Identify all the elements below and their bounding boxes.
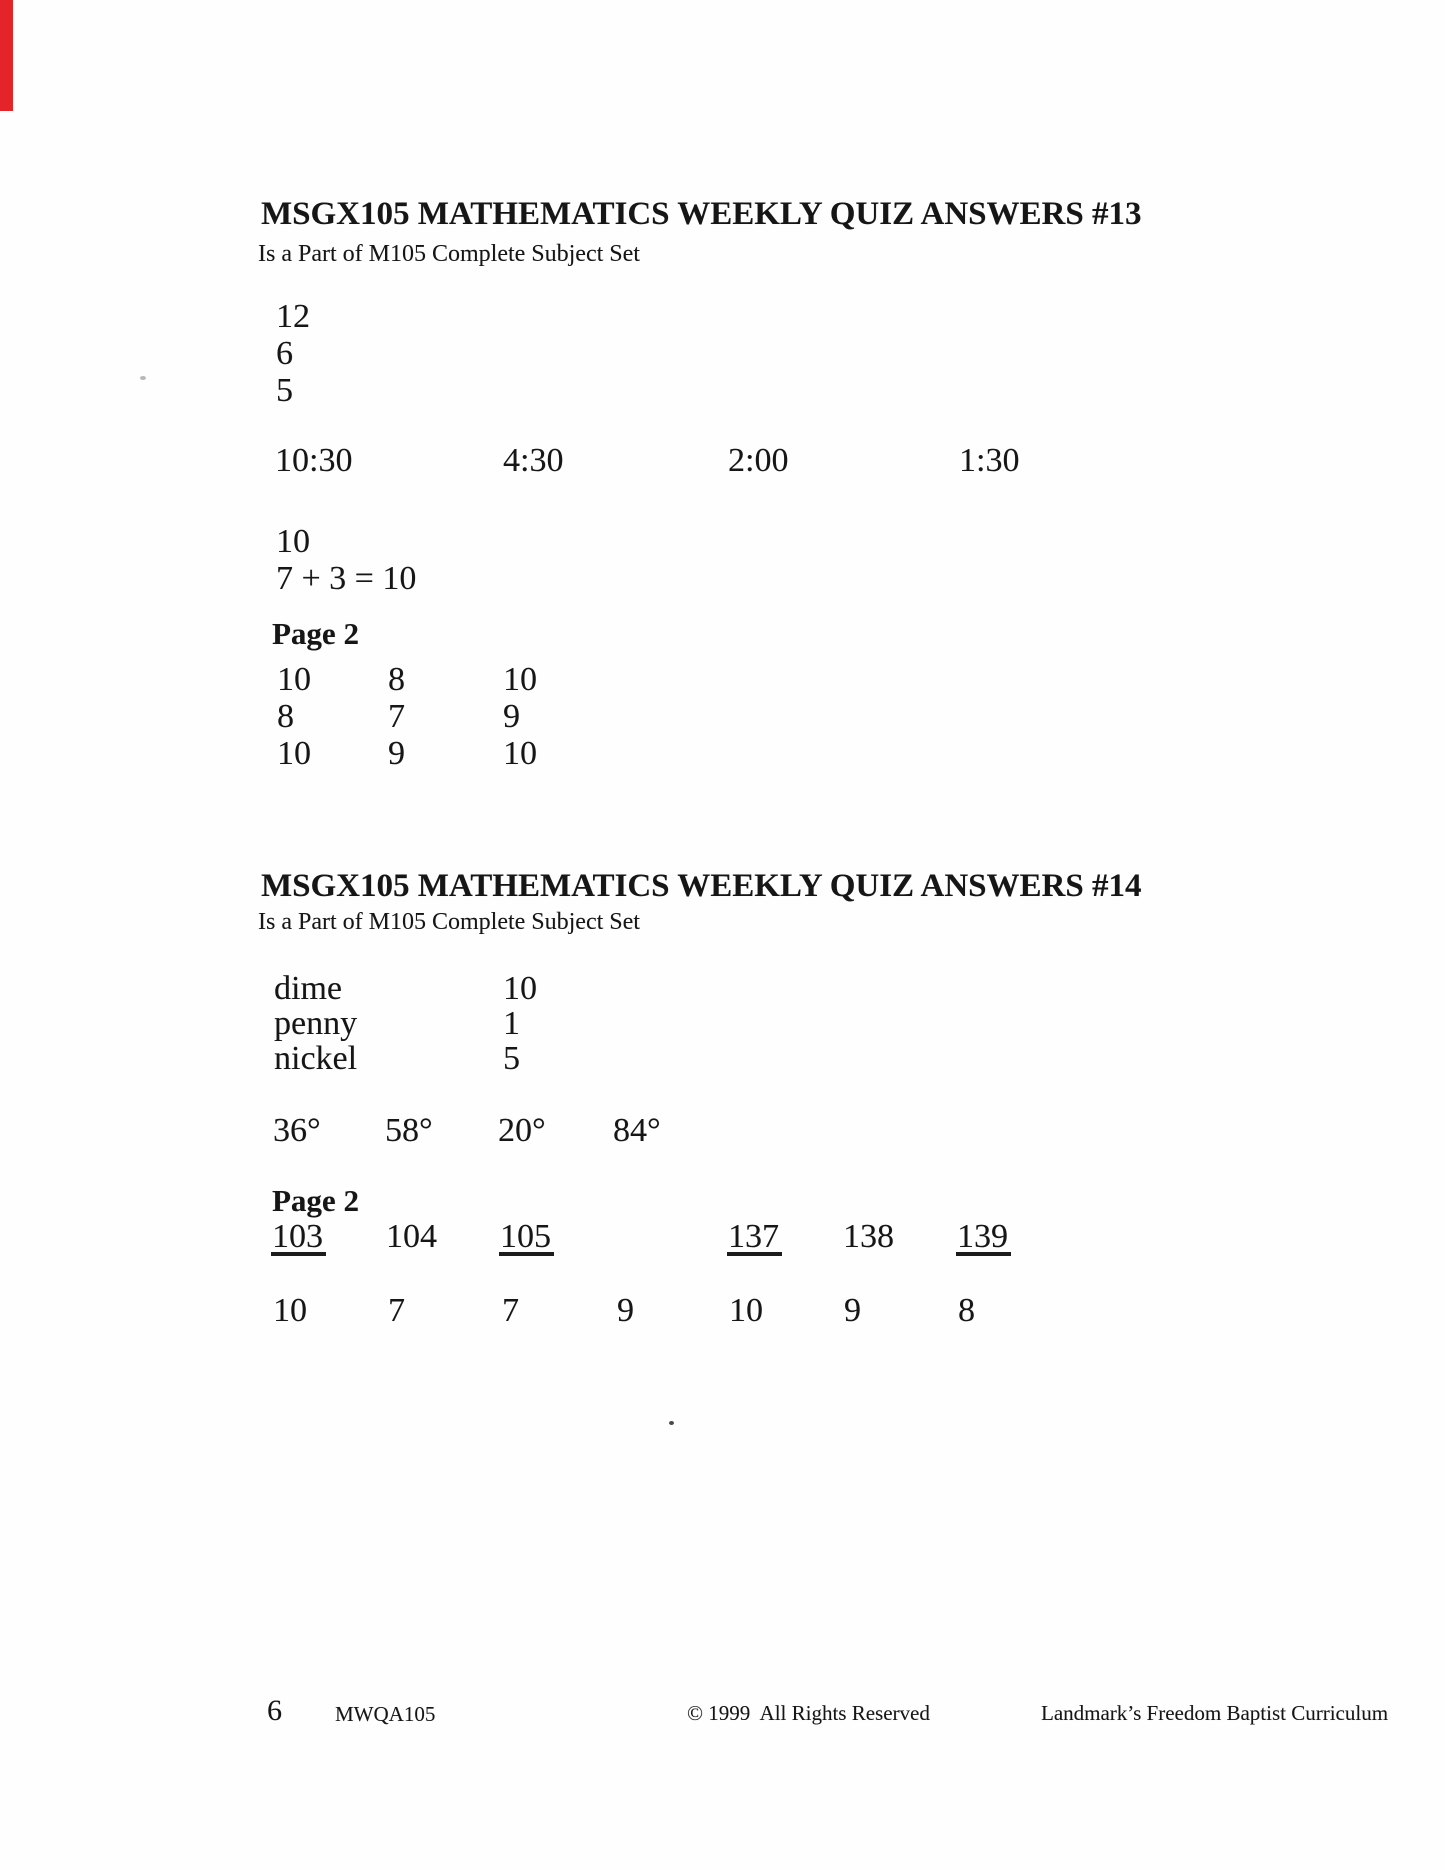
- coin-value: 10: [503, 970, 537, 1007]
- red-edge-artifact: [0, 0, 13, 111]
- grid-cell: 10: [277, 735, 311, 772]
- time-answer: 1:30: [959, 442, 1020, 479]
- grid-cell: 8: [388, 661, 405, 698]
- number-answer: 138: [843, 1218, 894, 1255]
- quiz14-page2-heading: Page 2: [272, 1183, 359, 1218]
- footer-page-number: 6: [267, 1694, 282, 1727]
- answer-line: 5: [276, 372, 293, 409]
- degree-answer: 36°: [273, 1112, 321, 1149]
- coin-value: 5: [503, 1040, 520, 1077]
- quiz14-degrees-row: [0, 1112, 1445, 1152]
- grid-cell: 10: [503, 661, 537, 698]
- quiz13-title: MSGX105 MATHEMATICS WEEKLY QUIZ ANSWERS #13: [261, 196, 1142, 232]
- grid-cell: 10: [503, 735, 537, 772]
- quiz14-answers-row: [0, 1292, 1445, 1332]
- coin-row: [0, 1006, 1445, 1046]
- quiz13-grid-row: [0, 661, 1445, 701]
- answer-line: 7 + 3 = 10: [276, 560, 417, 597]
- number-answer-underlined: 137: [727, 1218, 782, 1256]
- quiz13-answer-block-1: [276, 298, 310, 409]
- answer-cell: 8: [958, 1292, 975, 1329]
- grid-cell: 9: [388, 735, 405, 772]
- grid-cell: 10: [277, 661, 311, 698]
- scan-speck: [669, 1421, 674, 1425]
- degree-answer: 84°: [613, 1112, 661, 1149]
- number-answer-underlined: 105: [499, 1218, 554, 1256]
- quiz13-subtitle: Is a Part of M105 Complete Subject Set: [258, 241, 640, 267]
- page-footer: [0, 1694, 1445, 1739]
- coin-row: [0, 971, 1445, 1011]
- scan-speck: [140, 376, 146, 380]
- answer-cell: 9: [844, 1292, 861, 1329]
- quiz14-title: MSGX105 MATHEMATICS WEEKLY QUIZ ANSWERS #14: [261, 868, 1142, 904]
- coin-name: dime: [274, 970, 342, 1007]
- answer-line: 10: [276, 523, 310, 560]
- answer-cell: 10: [273, 1292, 307, 1329]
- quiz14-subtitle: Is a Part of M105 Complete Subject Set: [258, 909, 640, 935]
- coin-name: nickel: [274, 1040, 358, 1077]
- time-answer: 10:30: [275, 442, 353, 479]
- quiz13-grid-row: [0, 698, 1445, 738]
- quiz13-answer-block-2: [276, 523, 416, 597]
- quiz13-grid-row: [0, 735, 1445, 775]
- grid-cell: 8: [277, 698, 294, 735]
- number-answer-underlined: 103: [271, 1218, 326, 1256]
- answer-cell: 10: [729, 1292, 763, 1329]
- footer-publisher: Landmark’s Freedom Baptist Curriculum: [1041, 1701, 1389, 1725]
- coin-name: penny: [274, 1005, 358, 1042]
- coin-row: [0, 1041, 1445, 1081]
- degree-answer: 20°: [498, 1112, 546, 1149]
- footer-doc-code: MWQA105: [335, 1702, 436, 1726]
- number-answer: 104: [386, 1218, 437, 1255]
- grid-cell: 7: [388, 698, 405, 735]
- quiz13-page2-heading: Page 2: [272, 616, 359, 651]
- answer-line: 12: [276, 298, 310, 335]
- answer-cell: 9: [617, 1292, 634, 1329]
- answer-line: 6: [276, 335, 293, 372]
- footer-copyright: © 1999 All Rights Reserved: [687, 1701, 930, 1725]
- time-answer: 4:30: [503, 442, 564, 479]
- coin-value: 1: [503, 1005, 520, 1042]
- degree-answer: 58°: [385, 1112, 433, 1149]
- time-answer: 2:00: [728, 442, 789, 479]
- grid-cell: 9: [503, 698, 520, 735]
- answer-cell: 7: [388, 1292, 405, 1329]
- quiz14-numbers-row: [0, 1218, 1445, 1258]
- quiz13-times-row: [0, 442, 1445, 482]
- number-answer-underlined: 139: [956, 1218, 1011, 1256]
- answer-cell: 7: [502, 1292, 519, 1329]
